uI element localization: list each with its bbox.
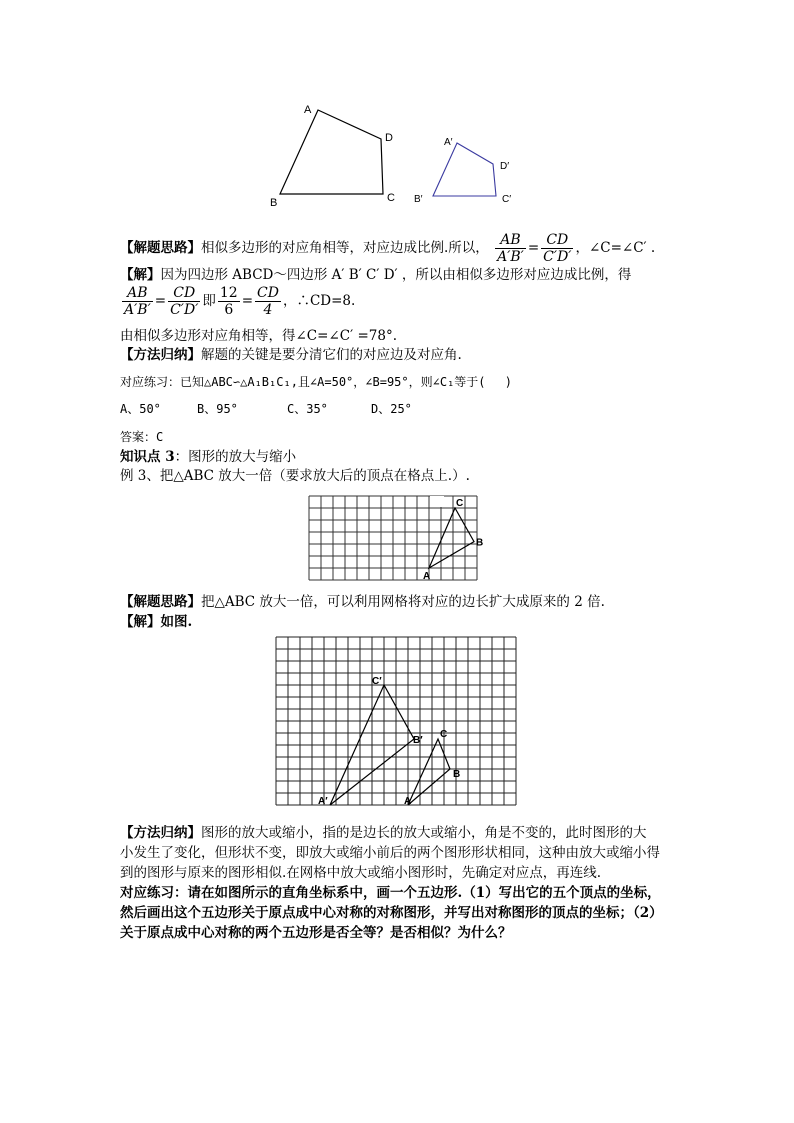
text: 如图. — [160, 614, 193, 630]
fraction-cd-4: $\frac{CD}{4}$ — [257, 285, 279, 318]
vertex-label-c: C — [456, 498, 464, 509]
quadrilateral-a2b2c2d2 — [433, 143, 496, 196]
tag: 知识点 3 — [120, 449, 175, 465]
angle-conclusion: 由相似多边形对应角相等，得∠C=∠C′ =78°. — [120, 328, 397, 344]
text: 相似多边形的对应角相等，对应边成比例.所以， — [201, 240, 489, 256]
fraction-cd: $\frac{CD}{C'D'}$ — [543, 232, 572, 265]
tag: 【方法归纳】 — [120, 825, 201, 841]
grid-gap — [430, 496, 444, 507]
tag: 【解题思路】 — [120, 594, 201, 610]
mid: 即 — [202, 293, 216, 309]
tag: 对应练习 — [120, 885, 174, 901]
text: ：图形的放大与缩小 — [174, 449, 297, 465]
similar-quadrilaterals-figure — [260, 98, 530, 210]
vertex-label-b: B — [270, 197, 278, 209]
vertex-label-b2: B′ — [414, 194, 423, 205]
fraction-12-6: $\frac{12}{6}$ — [219, 285, 238, 318]
vertex-label-b2: B′ — [413, 735, 423, 746]
grid-figure-enlarged — [276, 637, 518, 813]
option-d: D、25° — [371, 402, 412, 416]
method-summary-2-line-3: 到的图形与原来的图形相似.在网格中放大或缩小图形时，先确定对应点，再连线. — [120, 865, 602, 881]
triangle-abc — [429, 508, 474, 568]
text: 图形的放大或缩小，指的是边长的放大或缩小，角是不变的，此时图形的大 — [201, 825, 647, 841]
vertex-label-a2: A′ — [318, 796, 328, 807]
vertex-label-c2: C′ — [372, 676, 382, 687]
vertex-label-d2: D′ — [500, 161, 510, 172]
tail: ，∠C=∠C′ . — [575, 240, 656, 256]
text: 把△ABC 放大一倍，可以利用网格将对应的边长扩大成原来的 2 倍. — [201, 594, 605, 610]
tag: 【解】 — [120, 267, 161, 283]
fraction-cd: $\frac{CD}{C'D'}$ — [170, 285, 199, 318]
equals: = — [154, 293, 167, 309]
practice-2-line-2: 然后画出这个五边形关于原点成中心对称的对称图形，并写出对称图形的顶点的坐标；（2） — [120, 905, 663, 921]
vertex-label-a: A — [404, 796, 412, 807]
solution-2 — [120, 613, 192, 631]
tail: ，∴CD=8. — [282, 293, 356, 309]
equals: = — [241, 293, 254, 309]
option-b: B、95° — [197, 402, 238, 416]
text: 解题的关键是要分清它们的对应边及对应角. — [201, 347, 462, 363]
vertex-label-c2: C′ — [502, 194, 512, 205]
solution-idea-1 — [120, 232, 655, 265]
vertex-label-d: D — [385, 132, 393, 144]
text: ：请在如图所示的直角坐标系中，画一个五边形.（1）写出它的五个顶点的坐标， — [174, 885, 661, 901]
equals: = — [527, 240, 540, 256]
vertex-label-c: C — [440, 729, 448, 740]
answer: 答案：C — [120, 430, 164, 444]
method-summary-2-line-2: 小发生了变化，但形状不变，即放大或缩小前后的两个图形形状相同，这种由放大或缩小得 — [120, 845, 660, 861]
grid-figure-small — [309, 496, 489, 580]
vertex-label-b: B — [453, 769, 461, 780]
vertex-label-a: A — [423, 571, 431, 582]
practice-question: 对应练习：已知△ABC∽△A₁B₁C₁,且∠A=50°，∠B=95°，则∠C₁等于( ) — [120, 375, 512, 389]
knowledge-point-3 — [120, 448, 296, 466]
practice-2-line-1 — [120, 884, 661, 902]
solution-2-line-1 — [120, 266, 631, 284]
quadrilateral-abcd — [280, 110, 383, 194]
method-summary-1 — [120, 346, 462, 364]
vertex-label-a2: A′ — [444, 137, 453, 148]
practice-2-line-3: 关于原点成中心对称的两个五边形是否全等？是否相似？为什么？ — [120, 925, 512, 941]
vertex-label-c: C — [387, 192, 395, 204]
option-c: C、35° — [287, 402, 328, 416]
tag: 【解题思路】 — [120, 240, 201, 256]
tag: 【方法归纳】 — [120, 347, 201, 363]
text: 因为四边形 ABCD～四边形 A′ B′ C′ D′ ，所以由相似多边形对应边成比例，得 — [160, 267, 632, 283]
tag: 【解】 — [120, 614, 161, 630]
fraction-ab: $\frac{AB}{A'B'}$ — [124, 285, 151, 318]
solution-idea-2 — [120, 593, 605, 611]
vertex-label-a: A — [304, 104, 312, 116]
option-a: A、50° — [120, 402, 161, 416]
example-3: 例 3、把△ABC 放大一倍（要求放大后的顶点在格点上.）. — [120, 468, 470, 484]
method-summary-2-line-1 — [120, 824, 647, 842]
vertex-label-b: B — [476, 537, 484, 549]
solution-2-line-2 — [120, 285, 355, 318]
fraction-ab: $\frac{AB}{A'B'}$ — [497, 232, 524, 265]
